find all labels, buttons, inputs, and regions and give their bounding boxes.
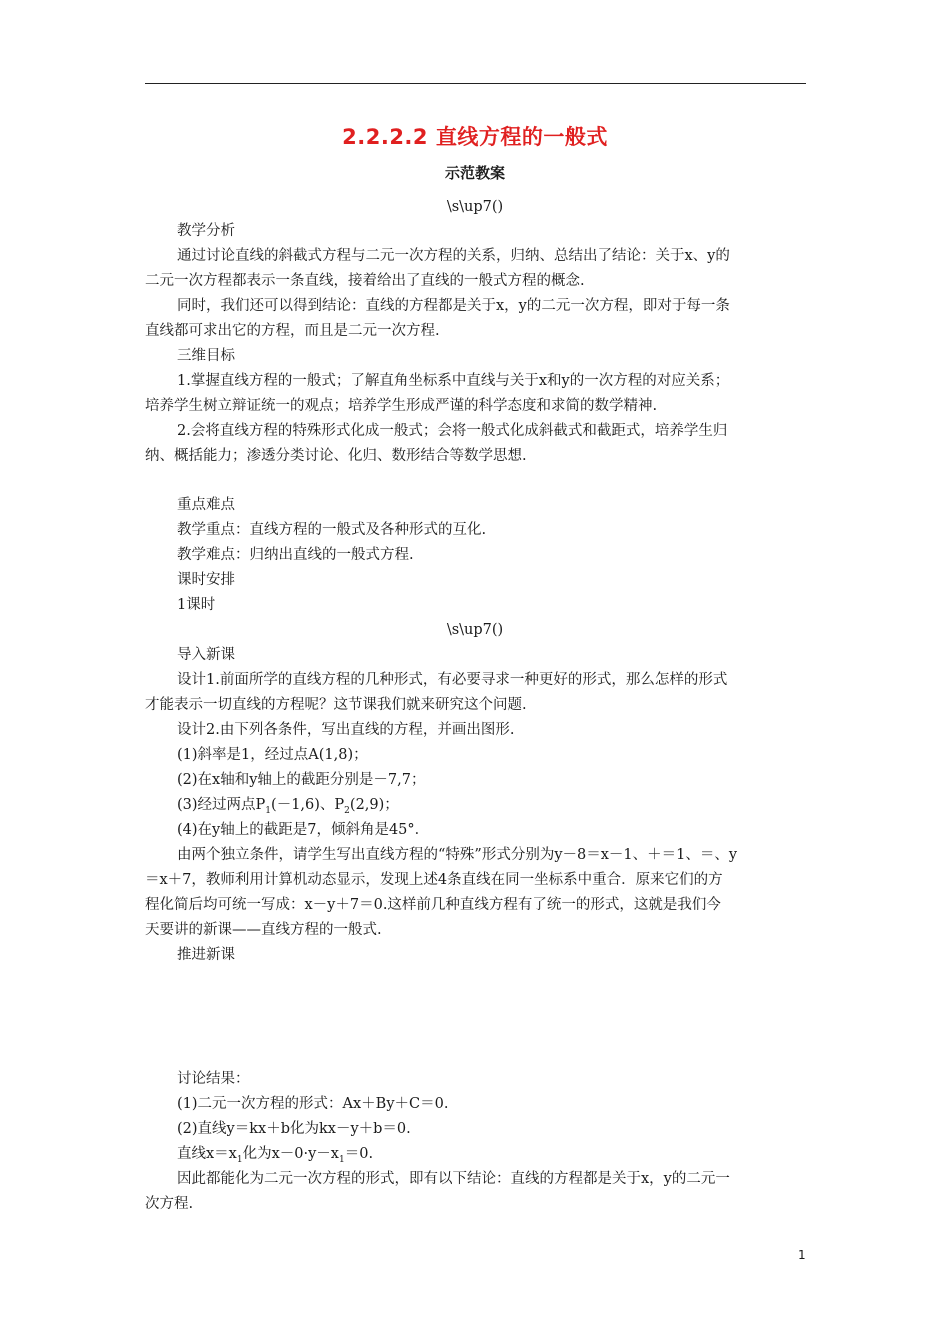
paragraph-line: 天要讲的新课——直线方程的一般式. [145, 922, 382, 938]
section-heading: 课时安排 [177, 572, 235, 588]
paragraph-line: 程化简后均可统一写成：x－y＋7＝0.这样前几种直线方程有了统一的形式，这就是我们今 [145, 897, 721, 913]
paragraph-line: 直线都可求出它的方程，而且是二元一次方程. [145, 323, 440, 339]
header-rule [145, 83, 806, 84]
paragraph-line: 次方程. [145, 1196, 194, 1212]
text-run: (－1,6)、P [271, 797, 345, 813]
paragraph-line: 1.掌握直线方程的一般式；了解直角坐标系中直线与关于x和y的一次方程的对应关系； [177, 373, 730, 389]
list-item: (2)在x轴和y轴上的截距分别是－7,7； [177, 772, 426, 788]
paragraph-line: 培养学生树立辩证统一的观点；培养学生形成严谨的科学态度和求简的数学精神. [145, 398, 658, 414]
subscript: 1 [236, 1154, 243, 1165]
section-heading: 三维目标 [177, 348, 235, 364]
paragraph-line: 由两个独立条件，请学生写出直线方程的“特殊”形式分别为y－8＝x－1、＋＝1、＝、y [177, 847, 738, 863]
section-heading: 导入新课 [177, 647, 235, 663]
paragraph-line: 1课时 [177, 597, 216, 613]
page-title: 2.2.2.2 直线方程的一般式 [342, 125, 608, 149]
list-item [177, 795, 399, 821]
paragraph-line: 纳、概括能力；渗透分类讨论、化归、数形结合等数学思想. [145, 448, 527, 464]
text-run: 直线x＝x [177, 1146, 237, 1162]
paragraph-line: 设计2.由下列各条件，写出直线的方程，并画出图形. [177, 722, 515, 738]
subscript: 1 [265, 805, 272, 816]
list-item: (2)直线y＝kx＋b化为kx－y＋b＝0. [177, 1121, 411, 1137]
paragraph-line: 设计1.前面所学的直线方程的几种形式，有必要寻求一种更好的形式，那么怎样的形式 [177, 672, 728, 688]
field-code: \s\up7() [446, 199, 504, 215]
paragraph-line: 二元一次方程都表示一条直线，接着给出了直线的一般式方程的概念. [145, 273, 585, 289]
paragraph-line [177, 1144, 373, 1170]
subscript: 2 [344, 805, 350, 816]
text-run: ＝0. [344, 1146, 374, 1162]
paragraph-line: 同时，我们还可以得到结论：直线的方程都是关于x，y的二元一次方程，即对于每一条 [177, 298, 730, 314]
text-run: (2,9)； [349, 797, 399, 813]
text-run: (3)经过两点P [177, 797, 266, 813]
paragraph-line: 因此都能化为二元一次方程的形式，即有以下结论：直线的方程都是关于x，y的二元一 [177, 1171, 730, 1187]
paragraph-line: 通过讨论直线的斜截式方程与二元一次方程的关系，归纳、总结出了结论：关于x、y的 [177, 248, 730, 264]
field-code: \s\up7() [446, 622, 504, 638]
paragraph-line: ＝x＋7，教师利用计算机动态显示，发现上述4条直线在同一坐标系中重合．原来它们的方 [145, 872, 723, 888]
list-item: (1)二元一次方程的形式：Ax＋By＋C＝0. [177, 1096, 449, 1112]
paragraph-line: 教学难点：归纳出直线的一般式方程. [177, 547, 414, 563]
list-item: (4)在y轴上的截距是7，倾斜角是45°． [177, 822, 430, 838]
paragraph-line: 讨论结果： [177, 1071, 250, 1087]
list-item: (1)斜率是1，经过点A(1,8)； [177, 747, 368, 763]
section-heading: 教学分析 [177, 223, 235, 239]
paragraph-line: 教学重点：直线方程的一般式及各种形式的互化. [177, 522, 487, 538]
page-subtitle: 示范教案 [444, 164, 505, 182]
page-number: 1 [798, 1248, 806, 1262]
paragraph-line: 2.会将直线方程的特殊形式化成一般式；会将一般式化成斜截式和截距式，培养学生归 [177, 423, 728, 439]
text-run: 化为x－0·y－x [242, 1146, 339, 1162]
paragraph-line: 才能表示一切直线的方程呢？这节课我们就来研究这个问题. [145, 697, 527, 713]
section-heading: 重点难点 [177, 497, 235, 513]
subscript: 1 [338, 1154, 345, 1165]
section-heading: 推进新课 [177, 947, 235, 963]
